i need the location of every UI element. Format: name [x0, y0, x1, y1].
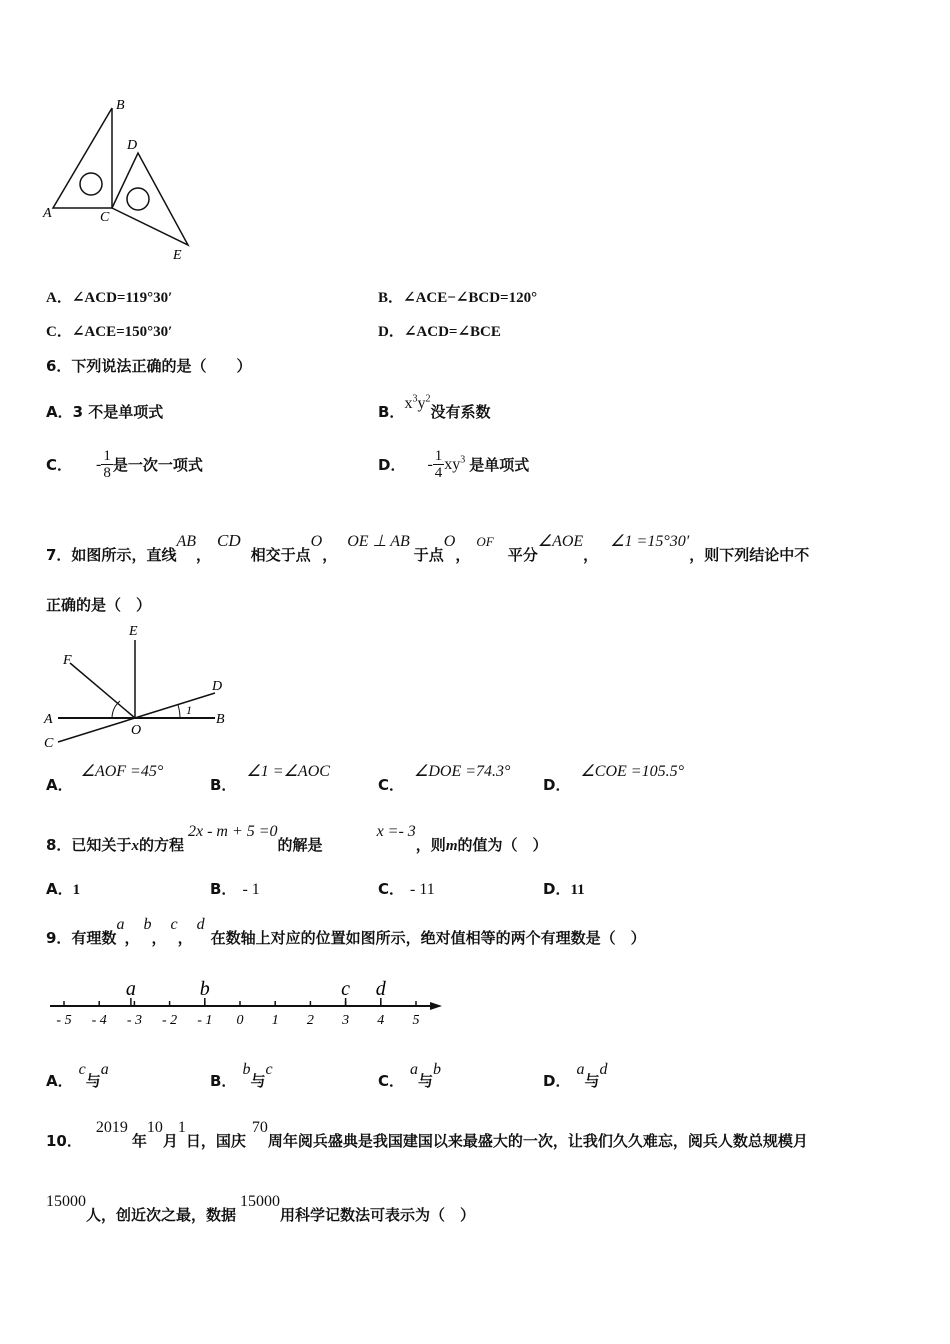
- number-line-tick-label: - 5: [56, 1013, 72, 1028]
- number-line-point-label-b: b: [199, 978, 210, 1000]
- q9-option-b[interactable]: [210, 1058, 273, 1090]
- number-line-tick-label: 3: [342, 1013, 350, 1028]
- option-letter: C．: [46, 456, 73, 474]
- q9-stem: 9．有理数a，b，c，d在数轴上对应的位置如图所示，绝对值相等的两个有理数是（ ）: [46, 916, 646, 947]
- label-b: B: [116, 98, 125, 113]
- number-line-arrow: [430, 1002, 442, 1010]
- label-c: C: [100, 210, 110, 225]
- option-text: 1: [72, 882, 81, 898]
- label-a: A: [44, 712, 53, 727]
- option-letter: C．: [378, 776, 405, 794]
- option-letter: B．: [378, 290, 404, 306]
- circle-right: [127, 188, 149, 210]
- q7-stem-line2: 正确的是（ ）: [46, 596, 152, 614]
- label-e: E: [129, 624, 138, 639]
- option-letter: C．: [378, 1072, 405, 1090]
- option-letter: D．: [543, 880, 571, 898]
- number-line-tick-label: 0: [236, 1013, 244, 1028]
- label-f: F: [63, 653, 72, 668]
- option-text: 11: [570, 882, 585, 898]
- var: d: [599, 1061, 608, 1078]
- q7-option-c[interactable]: [378, 760, 511, 794]
- number-line: [40, 970, 460, 1030]
- math-expr: ∠COE =105.5°: [580, 763, 684, 780]
- q10-stem: 10．2019年10月1日，国庆70周年阅兵盛典是我国建国以来最盛大的一次，让我们久久难忘，阅兵人数总规模月: [46, 1119, 808, 1150]
- math-expr: ∠AOF =45°: [80, 763, 164, 780]
- var: a: [100, 1061, 109, 1078]
- q9-option-c[interactable]: [378, 1058, 442, 1090]
- number-line-tick-label: - 1: [197, 1013, 213, 1028]
- option-text: ∠ACD=119°30′: [71, 290, 173, 306]
- q5-option-d[interactable]: [378, 320, 501, 341]
- number-line-tick-label: 5: [412, 1013, 420, 1028]
- var: a: [410, 1061, 419, 1078]
- math-expr: ∠DOE =74.3°: [414, 763, 511, 780]
- q5-option-c[interactable]: [46, 320, 172, 341]
- conj: 与: [250, 1072, 266, 1090]
- q6-option-c[interactable]: [46, 448, 203, 481]
- option-text: ∠ACE−∠BCD=120°: [403, 290, 538, 306]
- triangle-abc: [53, 108, 112, 208]
- q6-option-b[interactable]: [378, 392, 491, 421]
- number-line-point-label-a: a: [125, 978, 136, 1000]
- number-line-tick-label: 1: [271, 1013, 279, 1028]
- math-expr: $x^3y^2$: [404, 393, 431, 412]
- number-line-point-label-c: c: [341, 978, 351, 1000]
- label-a: A: [43, 206, 52, 221]
- label-angle-1: 1: [186, 703, 192, 717]
- angle-figure: [40, 620, 240, 755]
- var: a: [576, 1061, 585, 1078]
- q7-option-a[interactable]: [46, 760, 164, 794]
- option-text: ∠ACE=150°30′: [71, 324, 173, 340]
- angle-arc-1: [178, 705, 180, 718]
- q7-stem: 7．如图所示，直线AB，CD相交于点O，OE ⊥ AB于点O，OF平分∠AOE，∠1 =15°30′，则下列结论中不: [46, 531, 810, 564]
- option-letter: D．: [378, 456, 406, 474]
- number-line-tick-label: 2: [306, 1013, 314, 1028]
- option-text: - 1: [242, 881, 260, 898]
- option-letter: D．: [543, 776, 571, 794]
- var: b: [433, 1061, 442, 1078]
- option-text: ∠ACD=∠BCE: [403, 324, 501, 340]
- label-c: C: [44, 736, 54, 751]
- ray-of: [70, 663, 135, 718]
- q8-stem: 8．已知关于x的方程2x - m + 5 =0的解是x =- 3，则m的值为（ ）: [46, 823, 548, 854]
- option-letter: D．: [543, 1072, 571, 1090]
- option-letter: A．: [46, 776, 73, 794]
- q5-option-b[interactable]: [378, 286, 537, 307]
- q8-option-c[interactable]: [378, 878, 435, 899]
- circle-left: [80, 173, 102, 195]
- conj: 与: [584, 1072, 600, 1090]
- q6-option-d[interactable]: [378, 448, 529, 481]
- q6-option-a[interactable]: [46, 401, 163, 422]
- q8-option-d[interactable]: [543, 878, 585, 899]
- q8-option-a[interactable]: [46, 878, 80, 899]
- triangle-figure: [40, 95, 210, 265]
- var: c: [265, 1061, 273, 1078]
- option-letter: A．: [46, 1072, 73, 1090]
- number-line-tick-label: 4: [377, 1013, 385, 1028]
- number-line-tick-label: - 3: [126, 1013, 142, 1028]
- q5-option-a[interactable]: [46, 286, 172, 307]
- option-text: 3 不是单项式: [72, 403, 164, 421]
- label-d: D: [127, 138, 138, 153]
- q9-option-d[interactable]: [543, 1058, 608, 1090]
- q8-option-b[interactable]: [210, 878, 260, 899]
- option-letter: A．: [46, 880, 73, 898]
- label-d: D: [212, 679, 223, 694]
- option-text: 是一次一项式: [112, 456, 203, 474]
- option-text: 没有系数: [430, 403, 491, 421]
- minus-sign: -: [96, 455, 102, 473]
- q7-option-b[interactable]: [210, 760, 330, 794]
- q10-stem-line2: 15000人，创近次之最，数据15000用科学记数法可表示为（ ）: [46, 1193, 476, 1224]
- option-letter: C．: [46, 324, 72, 340]
- option-letter: B．: [210, 1072, 237, 1090]
- label-o: O: [131, 723, 142, 738]
- var: b: [242, 1061, 251, 1078]
- option-letter: B．: [210, 776, 237, 794]
- option-text: - 11: [410, 881, 435, 898]
- conj: 与: [418, 1072, 434, 1090]
- label-e: E: [173, 248, 182, 263]
- option-letter: A．: [46, 290, 72, 306]
- var: c: [78, 1061, 86, 1078]
- fraction: $\frac{1}{8}$: [103, 448, 111, 481]
- conj: 与: [85, 1072, 101, 1090]
- fraction: $\frac{1}{4}$: [434, 448, 443, 481]
- q6-stem: 6．下列说法正确的是（ ）: [46, 357, 252, 375]
- option-text: 是单项式: [469, 456, 530, 474]
- option-letter: D．: [378, 324, 404, 340]
- number-line-point-label-d: d: [375, 978, 386, 1000]
- label-b: B: [216, 712, 225, 727]
- option-letter: B．: [378, 403, 405, 421]
- triangle-cde: [112, 153, 188, 245]
- math-expr: ∠1 =∠AOC: [246, 763, 330, 780]
- number-line-tick-label: - 4: [91, 1013, 107, 1028]
- option-letter: C．: [378, 880, 405, 898]
- q9-option-a[interactable]: [46, 1058, 109, 1090]
- option-letter: B．: [210, 880, 237, 898]
- math-expr: $xy^3$: [444, 454, 466, 474]
- option-letter: A．: [46, 403, 73, 421]
- minus-sign: -: [427, 455, 433, 473]
- number-line-tick-label: - 2: [162, 1013, 178, 1028]
- q7-option-d[interactable]: [543, 760, 684, 794]
